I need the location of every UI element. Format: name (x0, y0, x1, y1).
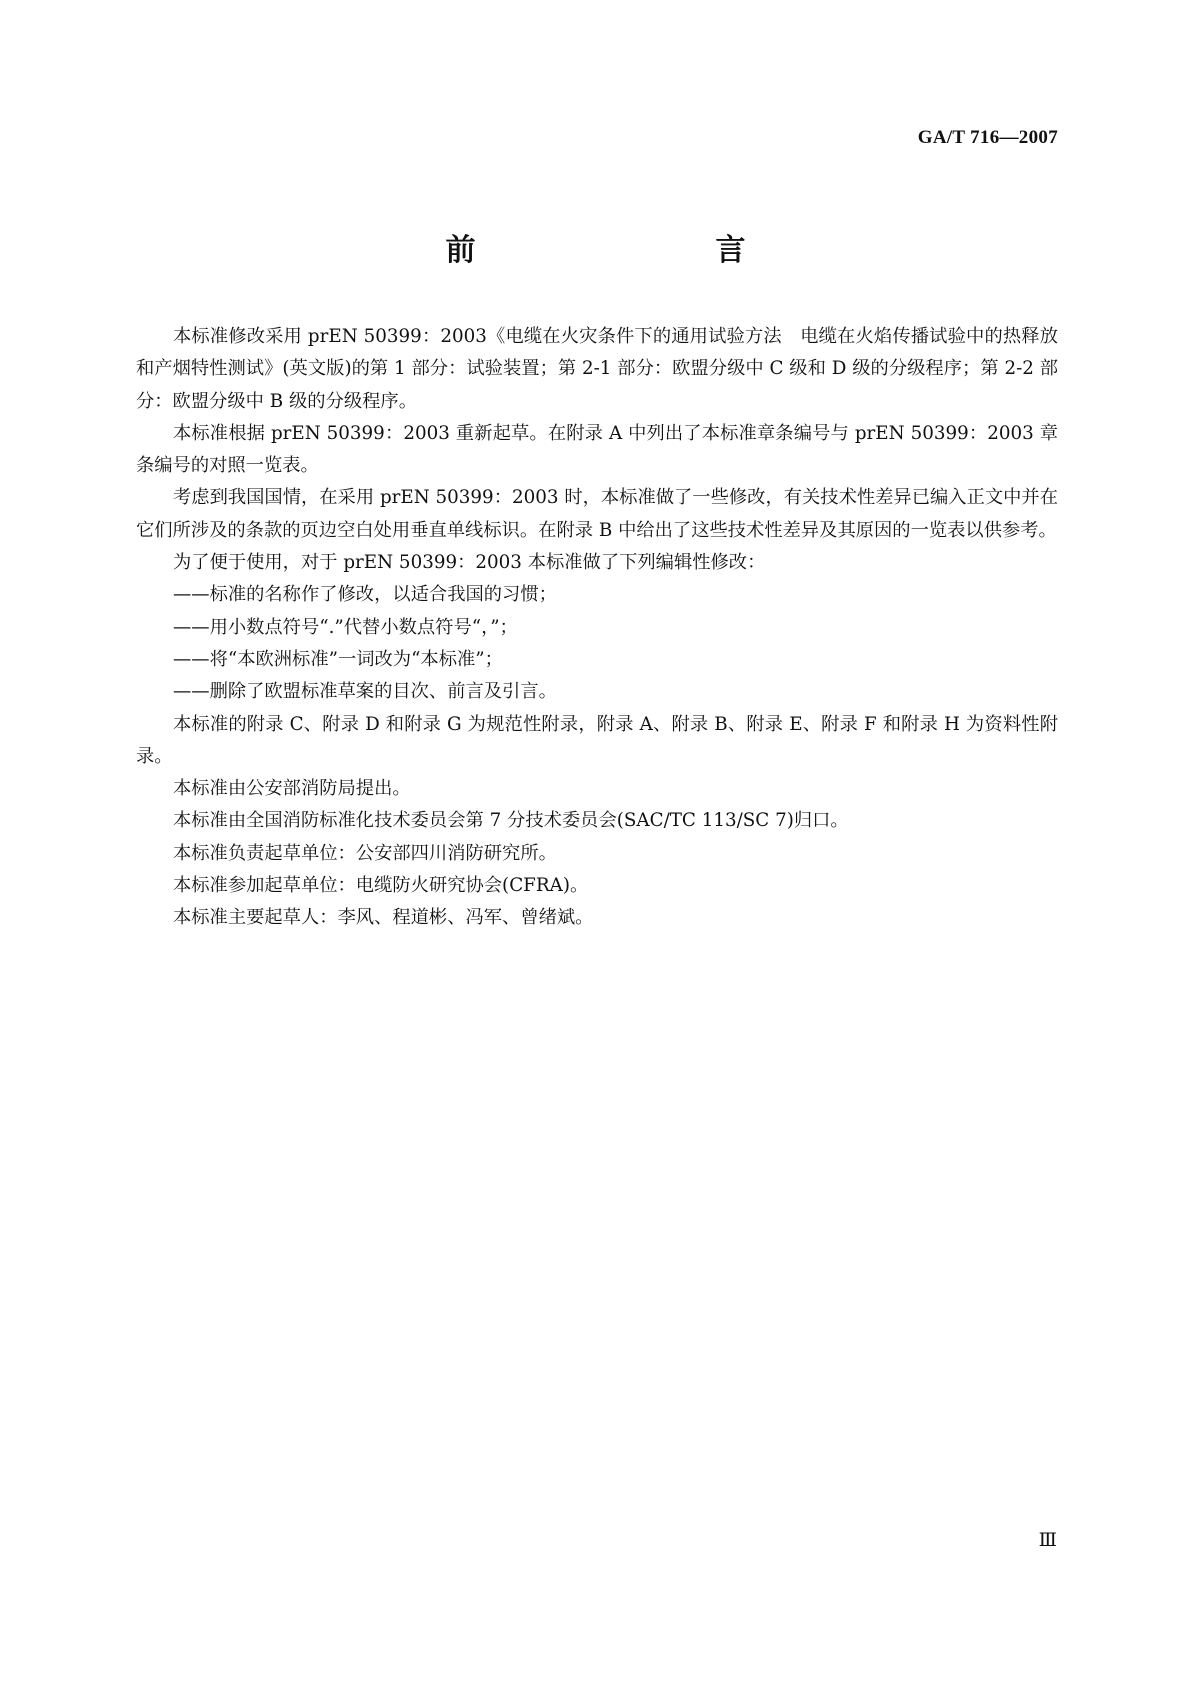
paragraph-adoption: 本标准修改采用 prEN 50399：2003《电缆在火灾条件下的通用试验方法 电缆在火焰传播试验中的热释放和产烟特性测试》(英文版)的第 1 部分：试验装置；第 2-1 部分：欧盟分级中 C 级和 D 级的分级程序；第 2-2 部分：欧盟分级中 B 级的分级程序。 (136, 326, 1058, 412)
paragraph-editorial-intro: 为了便于使用，对于 prEN 50399：2003 本标准做了下列编辑性修改： (173, 552, 766, 574)
paragraph-proposer: 本标准由公安部消防局提出。 (173, 778, 411, 800)
paragraph-lead-drafter: 本标准负责起草单位：公安部四川消防研究所。 (173, 842, 557, 864)
paragraph-annexes: 本标准的附录 C、附录 D 和附录 G 为规范性附录，附录 A、附录 B、附录 E、附录 F 和附录 H 为资料性附录。 (136, 713, 1058, 767)
list-item-deletions: ——删除了欧盟标准草案的目次、前言及引言。 (173, 681, 557, 703)
standard-code: GA/T 716—2007 (917, 127, 1058, 148)
page-number: Ⅲ (1038, 1530, 1057, 1551)
paragraph-participating-drafter: 本标准参加起草单位：电缆防火研究协会(CFRA)。 (173, 875, 589, 897)
paragraph-committee: 本标准由全国消防标准化技术委员会第 7 分技术委员会(SAC/TC 113/SC 7)归口。 (173, 810, 849, 832)
paragraph-technical-differences: 考虑到我国国情，在采用 prEN 50399：2003 时，本标准做了一些修改，有关技术性差异已编入正文中并在它们所涉及的条款的页边空白处用垂直单线标识。在附录 B 中给出了这些技术性差异及其原因的一览表以供参考。 (136, 487, 1058, 541)
list-item-decimal-point: ——用小数点符号“.”代替小数点符号“，”； (173, 616, 518, 638)
page-title: 前 言 (445, 233, 806, 268)
paragraph-main-drafters: 本标准主要起草人：李风、程道彬、冯军、曾绪斌。 (173, 907, 594, 929)
foreword-body (136, 321, 1058, 935)
paragraph-redrafted: 本标准根据 prEN 50399：2003 重新起草。在附录 A 中列出了本标准章条编号与 prEN 50399：2003 章条编号的对照一览表。 (136, 422, 1058, 477)
list-item-title-change: ——标准的名称作了修改，以适合我国的习惯； (173, 584, 557, 606)
list-item-term-change: ——将“本欧洲标准”一词改为“本标准”； (173, 648, 503, 670)
